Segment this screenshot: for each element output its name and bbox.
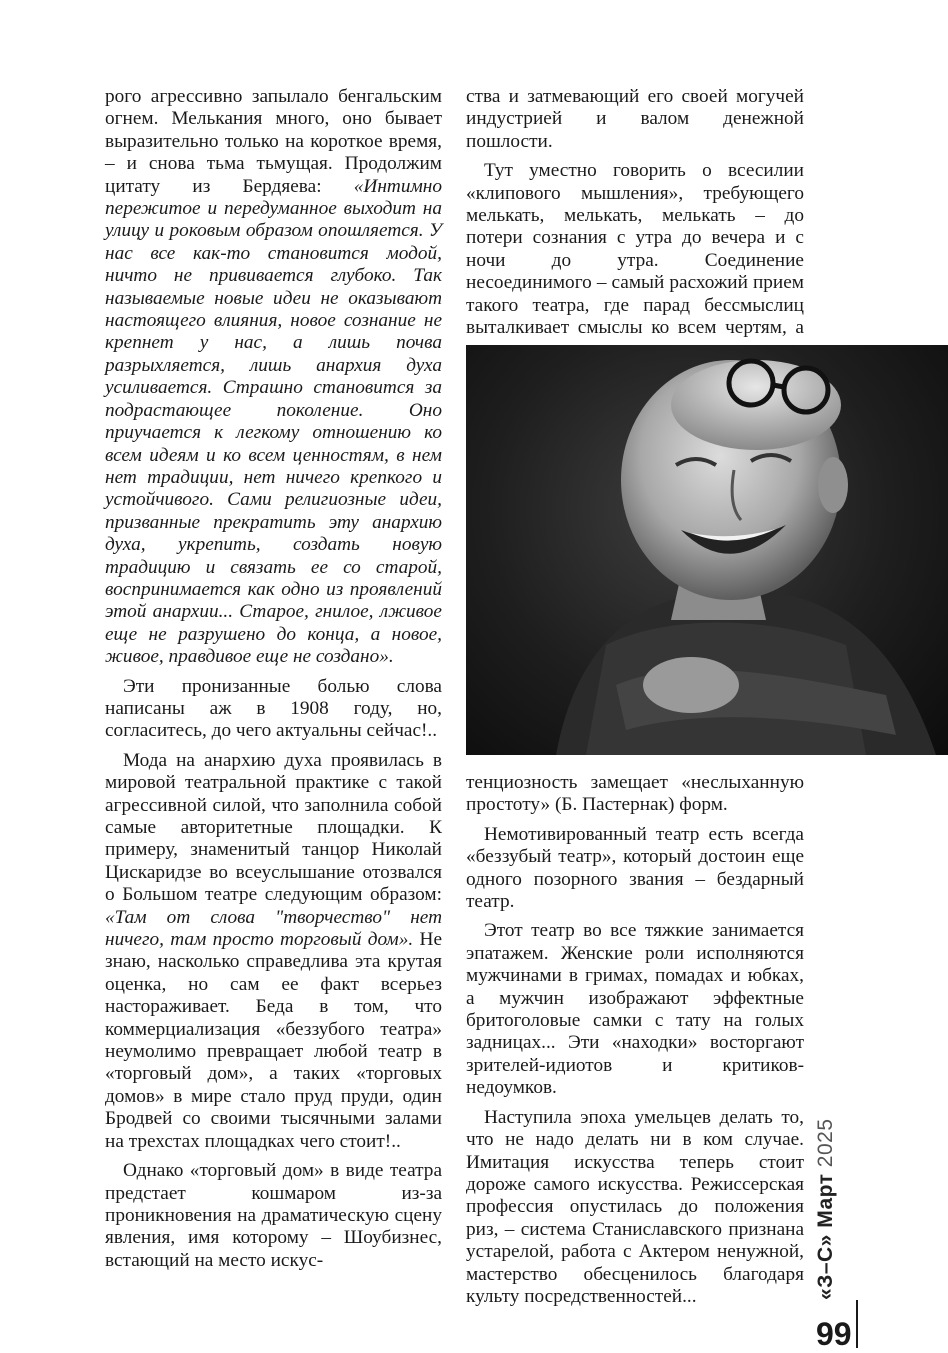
berdyaev-quote: «Интимно пережитое и передуманное выходит на улицу и роковым образом опошляется. У нас все как-то становится модой, ничто не прививается глубоко. Так называемые новые идеи не оказывают настоящего влияния, новое сознание не крепнет у нас, а лишь почва разрыхляется, лишь анархия духа усиливается. Страшно становится за подрастающее поколение. Оно приучается к легкому отношению ко всем идеям и ко всем ценностям, в нем нет традиции, нет ничего крепкого и устойчивого. Сами религиозные идеи, призванные прекратить эту анархию духа, укрепить, создать новую традицию и связать ее со старой, воспринимается как одно из проявлений этой анархии... Старое, гнилое, лживое еще не разрушено до конца, а новое, живое, правдивое еще не создано». — [105, 175, 442, 668]
paragraph-text: Не знаю, насколько справедлива эта крутая оценка, но сам ее факт всерьез настораживает. Беда в том, что коммерциализация «беззубого театра» неумолимо превращает любой театр в «торговый дом», а таких «торговых домов» в мире стало пруд пруди, один Бродвей со своими тысячными залами на трехстах площадках чего стоит!.. — [105, 929, 442, 1152]
text-column-left — [105, 86, 442, 1279]
paragraph — [105, 750, 442, 1153]
portrait-image — [466, 345, 948, 755]
paragraph — [105, 86, 442, 669]
text-column-right-bottom — [466, 772, 804, 1315]
magazine-title: «З–С» — [814, 1234, 837, 1300]
page-number: 99 — [816, 1316, 852, 1352]
paragraph-text: рого агрессивно запылало бенгальским огнем. Мелькания много, оно бывает выразительно только на короткое время, – и снова тьма тьмущая. Продолжим цитату из Бердяева: — [105, 86, 442, 197]
paragraph: Этот театр во все тяжкие занимается эпатажем. Женские роли исполняются мужчинами в гримах, помадах и юбках, а мужчин изображают эффектные бритоголовые самки с тату на голых задницах... Эти «находки» восторгают зрителей-идиотов и критиков-недоумков. — [466, 920, 804, 1099]
portrait-photo — [466, 345, 948, 755]
paragraph-text: Мода на анархию духа проявилась в мировой театральной практике с такой агрессивной силой, что заполнила собой самые авторитетные площадки. К примеру, знаменитый танцор Николай Цискаридзе во всеуслышание отозвался о Большом театре следующим образом: — [105, 749, 442, 906]
tsiskaridze-quote: «Там от слова "творчество" нет ничего, там просто торговый дом». — [105, 906, 442, 951]
paragraph: Однако «торговый дом» в виде театра предстает кошмаром из-за проникновения на драматическую сцену явления, имя которому – Шоубизнес, встающий на место искус- — [105, 1160, 442, 1271]
paragraph: Немотивированный театр есть всегда «беззубый театр», который достоин еще одного позорного звания – бездарный театр. — [466, 823, 804, 913]
paragraph: Наступила эпоха умельцев делать то, что не надо делать ни в ком случае. Имитация искусства теперь стоит дороже самого искусства. Режиссерская профессия опустилась до положения риз, – система Станиславского признана устарелой, работа с Актером ненужной, мастерство обесценилось благодаря культу посредственностей... — [466, 1106, 804, 1307]
folio-rule — [856, 1300, 858, 1348]
paragraph: ства и затмевающий его своей могучей индустрией и валом денежной пошлости. — [466, 86, 804, 152]
running-head — [814, 1090, 858, 1300]
paragraph: тенциозность замещает «неслыханную простоту» (Б. Пастернак) форм. — [466, 772, 804, 816]
issue-year: 2025 — [814, 1118, 837, 1168]
running-head-text — [814, 1118, 838, 1300]
paragraph: Тут уместно говорить о всесилии «клипового мышления», требующего мелькать, мелькать, мелькать – до потери сознания с утра до вечера и с ночи до утра. Соединение несоединимого – самый расхожий прием такого театра, где парад бессмыслиц выталкивает смыслы ко всем чертям, а — [466, 160, 804, 339]
issue-month: Март — [814, 1173, 837, 1228]
paragraph: Эти пронизанные болью слова написаны аж в 1908 году, но, согласитесь, до чего актуальны сейчас!.. — [105, 675, 442, 742]
text-column-right-top — [466, 86, 804, 369]
